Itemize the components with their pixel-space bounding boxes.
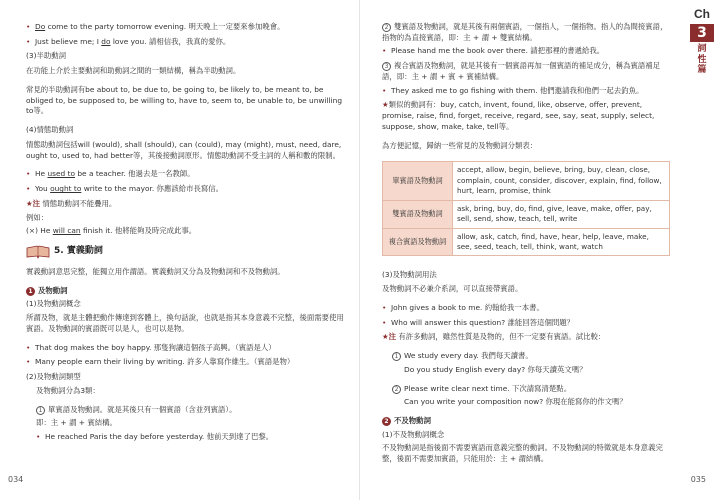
bullet-text: Many people earn their living by writing. 許多人靠寫作維生。（賓語是物） (35, 357, 295, 367)
bullet-dot-icon: • (382, 46, 387, 56)
example-text: be a teacher. 他過去是一名教師。 (75, 169, 195, 179)
table-row-label: 複合賓語及物動詞 (383, 228, 453, 256)
section-title-text: 5. 實義動詞 (54, 246, 103, 257)
note-star: ★ (382, 100, 389, 110)
chapter-name (684, 44, 720, 75)
transitive-types-intro: 及物動詞分為3類： (36, 385, 100, 395)
list-item (26, 169, 346, 180)
semi-aux-heading: (3)半助動詞 (26, 51, 67, 61)
bullet-text: John gives a book to me. 約翰給我一本書。 (391, 302, 544, 312)
example-underline: ought to (50, 184, 82, 194)
compare-item (382, 384, 670, 395)
bullet-text: Please hand me the book over there. 請把那裡的書遞給我。 (391, 46, 605, 56)
table-row (383, 162, 670, 200)
emphasis-do: Do (35, 22, 46, 31)
open-book-icon (26, 245, 50, 259)
wrong-example-text: (×) He (26, 226, 53, 236)
bullet-dot-icon: • (382, 302, 387, 312)
list-item (36, 432, 346, 443)
bullet-text: That dog makes the boy happy. 那隻狗讓這個孩子高興。（賓語是人） (35, 342, 276, 352)
bullet-text: He reached Paris the day before yesterday. 他前天到達了巴黎。 (45, 432, 274, 442)
usage-heading: (3)及物動詞用法 (382, 270, 437, 280)
list-item (26, 22, 346, 33)
list-item (382, 318, 670, 329)
emphasis-do: do (101, 36, 111, 46)
transitive-concept: 所謂及物，就是主體把動作傳達到客體上，換句話說，也就是指其本身意義不完整，後面需要使用賓語。及物動詞的賓語既可以是人，也可以是物。 (26, 313, 344, 333)
list-item (26, 343, 346, 354)
bullet-dot-icon: • (26, 36, 31, 46)
bullet-dot-icon: • (26, 342, 31, 352)
transitive-types-heading: (2)及物動詞類型 (26, 372, 81, 382)
example-underline: used to (47, 169, 76, 179)
bullet-text: Just believe me; I do love you. 請相信我，我真的愛你。 (35, 36, 231, 46)
list-item (382, 303, 670, 314)
wrong-example-text: finish it. 他將能夠及時完成此事。 (80, 226, 197, 236)
chapter-name-char: 詞 (697, 44, 707, 55)
number-badge: 1 (392, 352, 401, 361)
compare-text: Please write clear next time. 下次請寫清楚點。 (404, 383, 572, 393)
modal-definition: 情態助動詞包括will (would), shall (should), can (could), may (might), must, need, dare, ought to, used to, had better等，其後接動詞原形。情態助動詞不受主詞的人稱和數的限制。 (26, 139, 342, 160)
section5-intro: 實義動詞意思完整，能獨立用作謂語。實義動詞又分為及物動詞和不及物動詞。 (26, 267, 285, 277)
number-badge: 2 (392, 385, 401, 394)
table-row-words: ask, bring, buy, do, find, give, leave, make, offer, pay, sell, send, show, teach, tell, write (453, 200, 670, 228)
number-badge: 2 (382, 417, 391, 426)
chapter-name-char: 性 (697, 54, 707, 65)
wrong-example-underline: will can (52, 226, 81, 236)
intransitive-concept-heading: (1)不及物動詞概念 (382, 429, 445, 439)
note-star: ★注 (382, 332, 397, 342)
intransitive-concept: 不及物動詞是指後面不需要賓語而意義完整的動詞。不及物動詞的特徵就是本身意義完整，後面不需要加賓語，只能用於：主 + 謂結構。 (382, 443, 663, 464)
note (26, 199, 346, 210)
table-row-label: 雙賓語及物動詞 (383, 200, 453, 228)
bullet-dot-icon: • (26, 22, 31, 31)
compare-item (382, 351, 670, 362)
table-row (383, 228, 670, 256)
single-object-formula: 即：主 + 謂 + 賓結構。 (36, 418, 117, 428)
table-intro: 為方便記憶，歸納一些常見的及物動詞分類表： (382, 140, 538, 150)
intransitive-title: 不及物動詞 (394, 416, 431, 426)
number-badge: 1 (26, 287, 35, 296)
note-text: 有許多動詞，雖然性質是及物的，但不一定要有賓語。試比較： (396, 332, 606, 342)
table-row-words: accept, allow, begin, believe, bring, buy, clean, close, complain, count, consider, discover, explain, find, follow, hurt, learn, promise, think (453, 162, 670, 200)
complex-object-text: 複合賓語及物動詞，就是其後有一個賓語再加一個賓語的補足成分，稱為賓語補足語，即：主 + 謂 + 賓 + 賓補結構。 (382, 61, 661, 81)
list-item (26, 37, 346, 48)
bullet-dot-icon: • (26, 184, 31, 194)
compare-text: Do you study English every day? 你每天讀英文嗎？ (404, 364, 587, 374)
verb-table (382, 161, 670, 256)
list-item (26, 357, 346, 368)
note-text: 情態助動詞不能疊用。 (40, 198, 117, 208)
single-object-text: 單賓語及物動詞。就是其後只有一個賓語（含並列賓語）。 (48, 404, 237, 414)
semi-aux-examples: 常見的半助動詞有be about to, be due to, be going to, be likely to, be meant to, be obliged to, be supposed to, be willing to, have to, seem to, be unable to, be unwilling to等。 (26, 84, 343, 116)
similar-verbs-text: 類似的動詞有：buy, catch, invent, found, like, observe, offer, prevent, promise, raise, find, forget, receive, regard, see, say, seat, supply, select, suppose, show, make, take, tell等。 (382, 100, 655, 131)
intransitive-heading (382, 416, 670, 427)
note (382, 332, 670, 343)
bullet-dot-icon: • (382, 317, 387, 327)
wrong-example (26, 226, 346, 237)
page-number: 035 (690, 475, 706, 485)
example-text: write to the mayor. 你應該給市長寫信。 (81, 184, 224, 194)
bullet-dot-icon: • (26, 357, 31, 367)
chapter-tab (684, 6, 720, 75)
list-item (382, 46, 670, 57)
bullet-dot-icon: • (36, 432, 41, 442)
number-badge: 1 (36, 406, 45, 415)
bullet-dot-icon: • (26, 169, 31, 179)
bullet-text: They asked me to go fishing with them. 他們邀請我和他們一起去釣魚。 (391, 85, 644, 95)
modal-heading: (4)情態助動詞 (26, 125, 74, 135)
chapter-label: Ch (694, 7, 710, 21)
double-object-item (382, 22, 670, 43)
complex-object-item (382, 61, 670, 82)
single-object-item (26, 405, 346, 416)
double-object-text: 雙賓語及物動詞，就是其後有兩個賓語，一個指人，一個指物。指人的為間接賓語，指物的為直接賓語，即：主 + 謂 + 雙賓結構。 (382, 22, 668, 42)
similar-verbs (382, 100, 670, 132)
example-label: 例如： (26, 212, 49, 222)
table-row-words: allow, ask, catch, find, have, hear, help, leave, make, see, seed, teach, tell, think, want, watch (453, 228, 670, 256)
table-row-label: 單賓語及物動詞 (383, 162, 453, 200)
example-text: He (35, 169, 48, 179)
transitive-heading (26, 286, 346, 297)
number-badge: 3 (382, 62, 391, 71)
right-page (360, 0, 720, 500)
list-item (26, 184, 346, 195)
compare-text: We study every day. 我們每天讀書。 (404, 351, 533, 361)
usage-text: 及物動詞不必兼介系詞，可以直接帶賓語。 (382, 284, 523, 294)
bullet-text: Who will answer this question? 誰能回答這個問題？ (391, 317, 575, 327)
compare-text: Can you write your composition now? 你現在能寫你的作文嗎？ (404, 397, 627, 407)
bullet-dot-icon: • (382, 85, 387, 95)
number-badge: 2 (382, 23, 391, 32)
transitive-concept-heading: (1)及物動詞概念 (26, 299, 81, 309)
semi-aux-definition: 在功能上介於主要動詞和助動詞之間的一類結構，稱為半助動詞。 (26, 66, 241, 76)
transitive-title: 及物動詞 (38, 285, 68, 295)
chapter-number: 3 (690, 24, 714, 42)
bullet-text: come to the party tomorrow evening. 明天晚上一定要來參加晚會。 (45, 22, 285, 31)
list-item (382, 86, 670, 97)
table-row (383, 200, 670, 228)
page-number: 034 (8, 475, 24, 485)
section-title (26, 245, 346, 259)
note-star: ★注 (26, 198, 41, 208)
chapter-name-char: 篇 (697, 65, 707, 76)
example-text: You (35, 184, 51, 194)
